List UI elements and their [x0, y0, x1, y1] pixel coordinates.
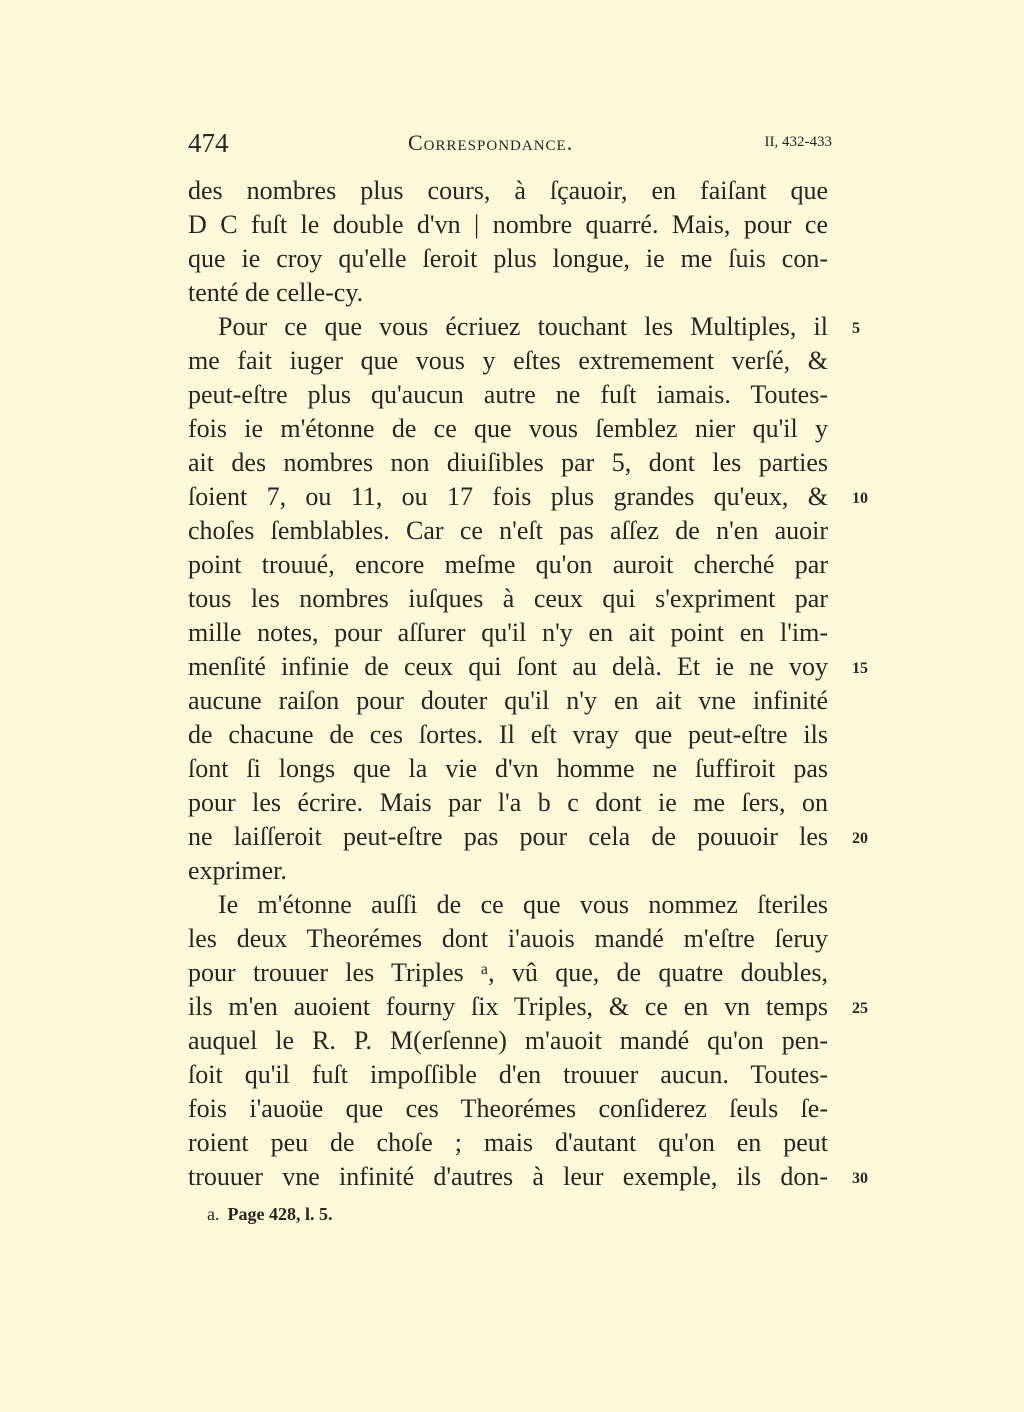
page-number: 474 — [188, 128, 229, 158]
text-line: pour les écrire. Mais par l'a b c dont ie me ſers, on — [188, 788, 828, 817]
text-line: exprimer. — [188, 856, 287, 885]
text-line: menſité infinie de ceux qui ſont au delà. Et ie ne voy — [188, 652, 828, 681]
text-line: ne laiſſeroit peut-eſtre pas pour cela de pouuoir les — [188, 822, 828, 851]
text-line: de chacune de ces ſortes. Il eſt vray que peut-eſtre ils — [188, 720, 828, 749]
text-line: fois i'auoüe que ces Theorémes conſiderez ſeuls ſe- — [188, 1094, 828, 1123]
text-line: aucune raiſon pour douter qu'il n'y en ait vne infinité — [188, 686, 828, 715]
text-line: peut-eſtre plus qu'aucun autre ne fuſt iamais. Toutes- — [188, 380, 828, 409]
text-line: les deux Theorémes dont i'auois mandé m'eſtre ſeruy — [188, 924, 828, 953]
text-line: tenté de celle-cy. — [188, 278, 364, 307]
text-line: ils m'en auoient fourny ſix Triples, & ce en vn temps — [188, 992, 828, 1021]
text-line: auquel le R. P. M(erſenne) m'auoit mandé qu'on pen- — [188, 1026, 828, 1055]
footnote — [207, 1204, 333, 1225]
footnote-label: a. — [207, 1204, 220, 1224]
text-line: fois ie m'étonne de ce que vous ſemblez nier qu'il y — [188, 414, 828, 443]
text-line: ſoit qu'il fuſt impoſſible d'en trouuer aucun. Toutes- — [188, 1060, 828, 1089]
text-line: des nombres plus cours, à ſçauoir, en faiſant que — [188, 176, 828, 205]
text-line: que ie croy qu'elle ſeroit plus longue, ie me ſuis con- — [188, 244, 828, 273]
text-line: Pour ce que vous écriuez touchant les Multiples, il — [218, 312, 828, 341]
running-title: Correspondance. — [408, 130, 574, 155]
text-line: D C fuſt le double d'vn | nombre quarré. Mais, pour ce — [188, 210, 828, 239]
text-line: ſoient 7, ou 11, ou 17 fois plus grandes qu'eux, & — [188, 482, 828, 511]
text-line: point trouué, encore meſme qu'on auroit cherché par — [188, 550, 828, 579]
text-line: me fait iuger que vous y eſtes extremement verſé, & — [188, 346, 828, 375]
line-number: 15 — [852, 660, 868, 677]
text-line: choſes ſemblables. Car ce n'eſt pas aſſez de n'en auoir — [188, 516, 828, 545]
text-line: tous les nombres iuſques à ceux qui s'expriment par — [188, 584, 828, 613]
text-line: ait des nombres non diuiſibles par 5, dont les parties — [188, 448, 828, 477]
text-line: ſont ſi longs que la vie d'vn homme ne ſuffiroit pas — [188, 754, 828, 783]
page-header — [188, 128, 832, 164]
text-line: roient peu de choſe ; mais d'autant qu'on en peut — [188, 1128, 828, 1157]
line-number: 25 — [852, 1000, 868, 1017]
footnote-text: Page 428, l. 5. — [227, 1204, 333, 1224]
body-text — [188, 174, 828, 1194]
text-line: mille notes, pour aſſurer qu'il n'y en ait point en l'im- — [188, 618, 828, 647]
text-line: pour trouuer les Triples ᵃ, vû que, de quatre doubles, — [188, 958, 828, 987]
text-line: trouuer vne infinité d'autres à leur exemple, ils don- — [188, 1162, 828, 1191]
line-number: 30 — [852, 1170, 868, 1187]
line-number: 5 — [852, 320, 860, 337]
line-number: 10 — [852, 490, 868, 507]
text-line: Ie m'étonne auſſi de ce que vous nommez ſteriles — [218, 890, 828, 919]
source-reference: II, 432-433 — [764, 134, 832, 150]
line-number: 20 — [852, 830, 868, 847]
